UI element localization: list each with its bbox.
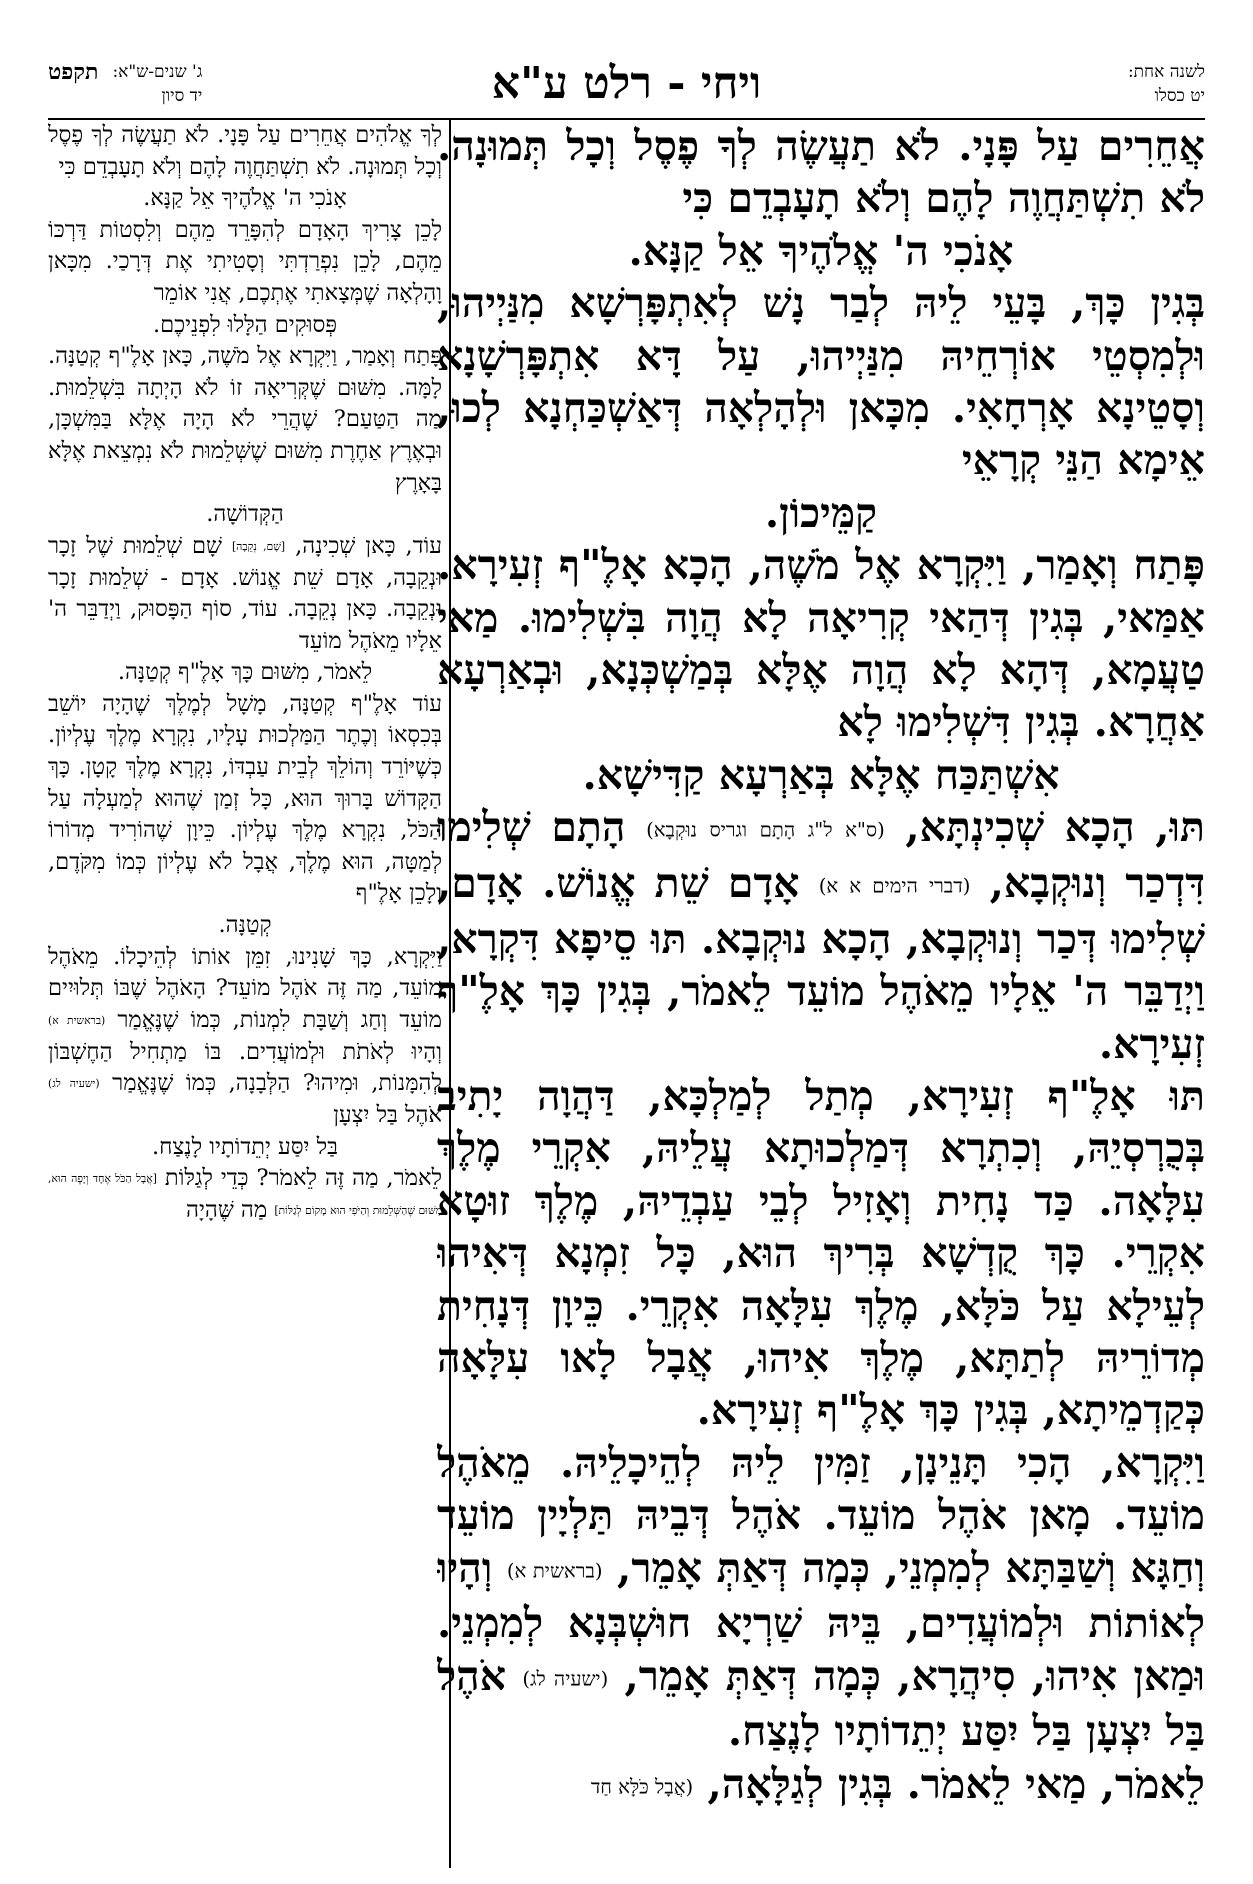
main-paragraph bbox=[437, 1070, 1205, 1437]
main-text: הָתָם שְׁלִימוּ דִּדְכַר וְנוּקְבָא, bbox=[437, 803, 1205, 907]
main-paragraph bbox=[437, 801, 1205, 1070]
source-reference: (ס"א ל"ג הָתָם וגריס נוּקְבָא) bbox=[646, 818, 885, 842]
side-paragraph bbox=[48, 531, 442, 689]
main-paragraph bbox=[437, 539, 1205, 801]
side-paragraph bbox=[48, 341, 442, 531]
source-reference: [שָׁם, נְקֵבָה] bbox=[231, 539, 286, 553]
main-paragraph bbox=[437, 277, 1205, 539]
header-schedule-three-years bbox=[48, 60, 202, 108]
schedule-three-years-label: ג' שנים-ש"א: bbox=[112, 62, 203, 82]
side-text: בַּל יִסַּע יְתֵדוֹתָיו לָנֶצַח. bbox=[152, 1133, 338, 1160]
side-text: לָכֵן צָרִיךְ הָאָדָם לְהִפָּרֵד מֵהֶם וְלִסְטוֹת דַּרְכּוֹ מֵהֶם, לָכֵן נִפְרַדְתִּי וְסָטִיתִי אֶת דְּרָכַי. מִכָּאן וָהָלְאָה שֶׁמְּצָאתִי אֶתְכֶם, אֲנִי אוֹמֵר bbox=[48, 216, 442, 306]
side-text: קְטַנָּה. bbox=[218, 912, 272, 939]
main-paragraph bbox=[437, 120, 1205, 277]
main-text: אָנֹכִי ה' אֱלֹהֶיךָ אֵל קַנָּא. bbox=[628, 226, 1014, 275]
main-text: אָדָם שֵׁת אֱנוֹשׁ. אָדָם, שְׁלִימוּ דְּכַר וְנוּקְבָא, הָכָא נוּקְבָא. תּוּ סֵיפָא דִּקְרָא, וַיְדַבֵּר ה' אֵלָיו מֵאֹהֶל מוֹעֵד לֵאמֹר, בְּגִין כָּךְ אָלֶ"ף זְעִירָא. bbox=[437, 858, 1205, 1068]
side-paragraph bbox=[48, 1163, 442, 1227]
source-reference: (אֲבָל כֹּלָּא חַד bbox=[590, 1775, 694, 1799]
side-text: עוֹד אָלֶ"ף קְטַנָּה, מָשָׁל לְמֶלֶךְ שֶׁהָיָה יוֹשֵׁב בְּכִסְאוֹ וְכֶתֶר הַמַּלְכוּת עָלָיו, נִקְרָא מֶלֶךְ עֶלְיוֹן. כְּשֶׁיּוֹרֵד וְהוֹלֵךְ לְבֵית עַבְדּוֹ, נִקְרָא מֶלֶךְ קָטָן. כָּךְ הַקָּדוֹשׁ בָּרוּךְ הוּא, כָּל זְמַן שֶׁהוּא לְמַעְלָה עַל הַכֹּל, נִקְרָא מֶלֶךְ עֶלְיוֹן. כֵּיוָן שֶׁהוֹרִיד מְדוֹרוֹ לְמַטָּה, הוּא מֶלֶךְ, אֲבָל לֹא עֶלְיוֹן כְּמוֹ מִקֹּדֶם, וְלָכֵן אָלֶ"ף bbox=[48, 690, 442, 907]
side-text: מַה שֶּׁהָיָה bbox=[186, 1197, 268, 1223]
side-paragraph bbox=[48, 942, 442, 1164]
schedule-one-year-date: יט כסלו bbox=[1154, 86, 1205, 106]
main-text: בְּגִין כָּךְ, בָּעֵי לֵיהּ לְבַר נָשׁ לְאִתְפָּרְשָׁא מִנַּיְיהוּ, וּלְמִסְטֵי אוֹרְחֵיהּ מִנַּיְיהוּ, עַל דָּא אִתְפָּרְשָׁנָא וְסָטֵינָא אָרְחָאִי. מִכָּאן וּלְהָלְאָה דְּאַשְׁכַּחְנָא לְכוּ, אֵימָא הַנֵּי קְרָאֵי bbox=[437, 279, 1205, 485]
side-text: פָּתַח וְאָמַר, וַיִּקְרָא אֶל מֹשֶׁה, כָּאן אָלֶ"ף קְטַנָּה. לָמָּה. מִשּׁוּם שֶׁקְּרִיאָה זוֹ לֹא הָיְתָה בִּשְׁלֵמוּת. מַה הַטַּעַם? שֶׁהֲרֵי לֹא הָיָה אֶלָּא בַּמִּשְׁכָּן, וּבְאֶרֶץ אַחֶרֶת מִשּׁוּם שֶׁשְּׁלֵמוּת לֹא נִמְצֵאת אֶלָּא בָּאָרֶץ bbox=[48, 343, 442, 496]
side-text: אֹהֶל בַּל יִצְעָן bbox=[333, 1102, 442, 1129]
schedule-three-years-date: יד סיון bbox=[161, 86, 203, 106]
side-paragraph bbox=[48, 215, 442, 341]
side-column-translation bbox=[48, 118, 442, 1868]
main-text: אֹהֶל בַּל יִצְעָן בַּל יִסַּע יְתֵדוֹתָיו לָנֶצַח. bbox=[437, 1651, 1205, 1756]
side-text: וְהָיוּ לְאֹתֹת וּלְמוֹעֲדִים. בּוֹ מַתְחִיל הַחֶשְׁבּוֹן לְהִמָּנוֹת, וּמִיהוּ? הַלְּבָנָה, כְּמוֹ שֶׁנֶּאֱמַר bbox=[48, 1038, 442, 1097]
side-text: לֵאמֹר, מִשּׁוּם כָּךְ אָלֶ"ף קְטַנָּה. bbox=[117, 659, 373, 686]
side-text: הַקְּדוֹשָׁה. bbox=[206, 501, 284, 528]
source-reference: (בראשית א) bbox=[48, 1014, 106, 1028]
main-column-aramaic bbox=[437, 118, 1205, 1868]
source-reference: (בראשית א) bbox=[506, 1558, 603, 1582]
page-title: ויחי - רלט ע"א bbox=[491, 58, 762, 109]
side-paragraph bbox=[48, 689, 442, 942]
main-paragraph bbox=[437, 1758, 1205, 1814]
side-text: עוֹד, כָּאן שְׁכִינָה, bbox=[295, 532, 442, 559]
side-text: לְךָ אֱלֹהִים אֲחֵרִים עַל פָּנָי. לֹא תַעֲשֶׂה לְךָ פֶסֶל וְכָל תְּמוּנָה. לֹא תִשְׁתַּחֲוֶה לָהֶם וְלֹא תָעָבְדֵם כִּי bbox=[48, 122, 442, 180]
side-text: לֵאמֹר, מַה זֶּה לֵאמֹר? כְּדֵי לְגַלּוֹת bbox=[164, 1165, 442, 1192]
source-reference: (ישעיה לג) bbox=[48, 1077, 100, 1091]
main-text: תּוּ אָלֶ"ף זְעִירָא, מְתַל לְמַלְכָּא, דַּהֲוָה יָתִיב בְּכֻרְסְיֵהּ, וְכִתְרָא דְּמַלְכוּתָא עֲלֵיהּ, אִקְרֵי מֶלֶךְ עִלָּאָה. כַּד נָחִית וְאָזִיל לְבֵי עַבְדֵיהּ, מֶלֶךְ זוּטָא אִקְרֵי. כָּךְ קֻדְשָׁא בְּרִיךְ הוּא, כָּל זִמְנָא דְּאִיהוּ לְעֵילָא עַל כֹּלָּא, מֶלֶךְ עִלָּאָה אִקְרֵי. כֵּיוָן דְּנָחִית מְדוֹרֵיהּ לְתַתָּא, מֶלֶךְ אִיהוּ, אֲבָל לָאו עִלָּאָה כְּקַדְמֵיתָא, בְּגִין כָּךְ אָלֶ"ף זְעִירָא. bbox=[437, 1071, 1205, 1435]
source-reference: (דברי הימים א א) bbox=[818, 874, 971, 898]
main-text: תּוּ, הָכָא שְׁכִינְתָּא, bbox=[905, 803, 1205, 852]
main-text: אֲחֵרִים עַל פָּנָי. לֹא תַעֲשֶׂה לְךָ פֶסֶל וְכָל תְּמוּנָה. לֹא תִשְׁתַּחֲוֶה לָהֶם וְלֹא תָעָבְדֵם כִּי bbox=[437, 122, 1205, 223]
side-text: פְּסוּקִים הַלָּלוּ לִפְנֵיכֶם. bbox=[152, 311, 338, 338]
schedule-one-year-label: לשנה אחת: bbox=[1127, 62, 1205, 82]
main-text: וְהָיוּ לְאוֹתוֹת וּלְמוֹעֲדִים, בֵּיהּ שַׁרְיָא חוּשְׁבְּנָא לְמִמְנֵי. וּמַאן אִיהוּ, סִיהֲרָא, כְּמָה דְּאַתְּ אָמֵר, bbox=[437, 1543, 1205, 1700]
side-paragraph bbox=[48, 120, 442, 215]
source-reference: (ישעיה לג) bbox=[522, 1666, 609, 1690]
source-reference: [אֲבָל הַכֹּל אֶחָד וְיָפֶה הוּא, מִשּׁוּם שֶׁהַשְּׁלֵמוּת וְהַיֹּפִי הוּא מָקוֹם לְגַלּוֹת] bbox=[48, 1172, 442, 1218]
side-text: שָׁם שְׁלֵמוּת שֶׁל זָכָר וּנְקֵבָה, אָדָם שֵׁת אֱנוֹשׁ. אָדָם - שְׁלֵמוּת זָכָר וּנְקֵבָה. כָּאן נְקֵבָה. עוֹד, סוֹף הַפָּסוּק, וַיְדַבֵּר ה' אֵלָיו מֵאֹהֶל מוֹעֵד bbox=[48, 532, 442, 654]
main-text: וַיִּקְרָא, הָכִי תָּנֵינָן, זַמִּין לֵיהּ לְהֵיכָלֵיהּ. מֵאֹהֶל מוֹעֵד. מָאן אֹהֶל מוֹעֵד. אֹהֶל דְּבֵיהּ תַּלְיָין מוֹעֵד וְחַגָּא וְשַׁבַּתָּא לְמִמְנֵי, כְּמָה דְּאַתְּ אָמֵר, bbox=[437, 1438, 1205, 1592]
main-paragraph bbox=[437, 1437, 1205, 1758]
side-text: אָנֹכִי ה' אֱלֹהֶיךָ אֵל קַנָּא. bbox=[143, 185, 347, 212]
main-text: קַמֵּיכוֹן. bbox=[764, 488, 878, 537]
main-text: לֵאמֹר, מַאי לֵאמֹר. בְּגִין לְגַלָּאָה, bbox=[707, 1759, 1205, 1808]
main-text: פָּתַח וְאָמַר, וַיִּקְרָא אֶל מֹשֶׁה, הָכָא אָלֶ"ף זְעִירָא. אַמַּאי, בְּגִין דְּהַאי קְרִיאָה לָא הֲוָה בִּשְׁלִימוּ. מַאי טַעֲמָא, דְּהָא לָא הֲוָה אֶלָּא בְּמַשְׁכְּנָא, וּבְאַרְעָא אַחֲרָא. בְּגִין דִּשְׁלִימוּ לָא bbox=[437, 541, 1205, 747]
main-text: אִשְׁתַּכַּח אֶלָּא בְּאַרְעָא קַדִּישָׁא. bbox=[582, 750, 1060, 799]
page-header bbox=[48, 40, 1205, 120]
page-number: תקפט bbox=[48, 59, 99, 85]
side-text: וַיִּקְרָא, כָּךְ שָׁנִינוּ, זִמֵּן אוֹתוֹ לְהֵיכָלוֹ. מֵאֹהֶל מוֹעֵד, מַה זֶּה אֹהֶל מוֹעֵד? הָאֹהֶל שֶׁבּוֹ תְּלוּיִים מוֹעֵד וְחַג וְשַׁבָּת לִמְנוֹת, כְּמוֹ שֶׁנֶּאֱמַר bbox=[48, 943, 442, 1033]
